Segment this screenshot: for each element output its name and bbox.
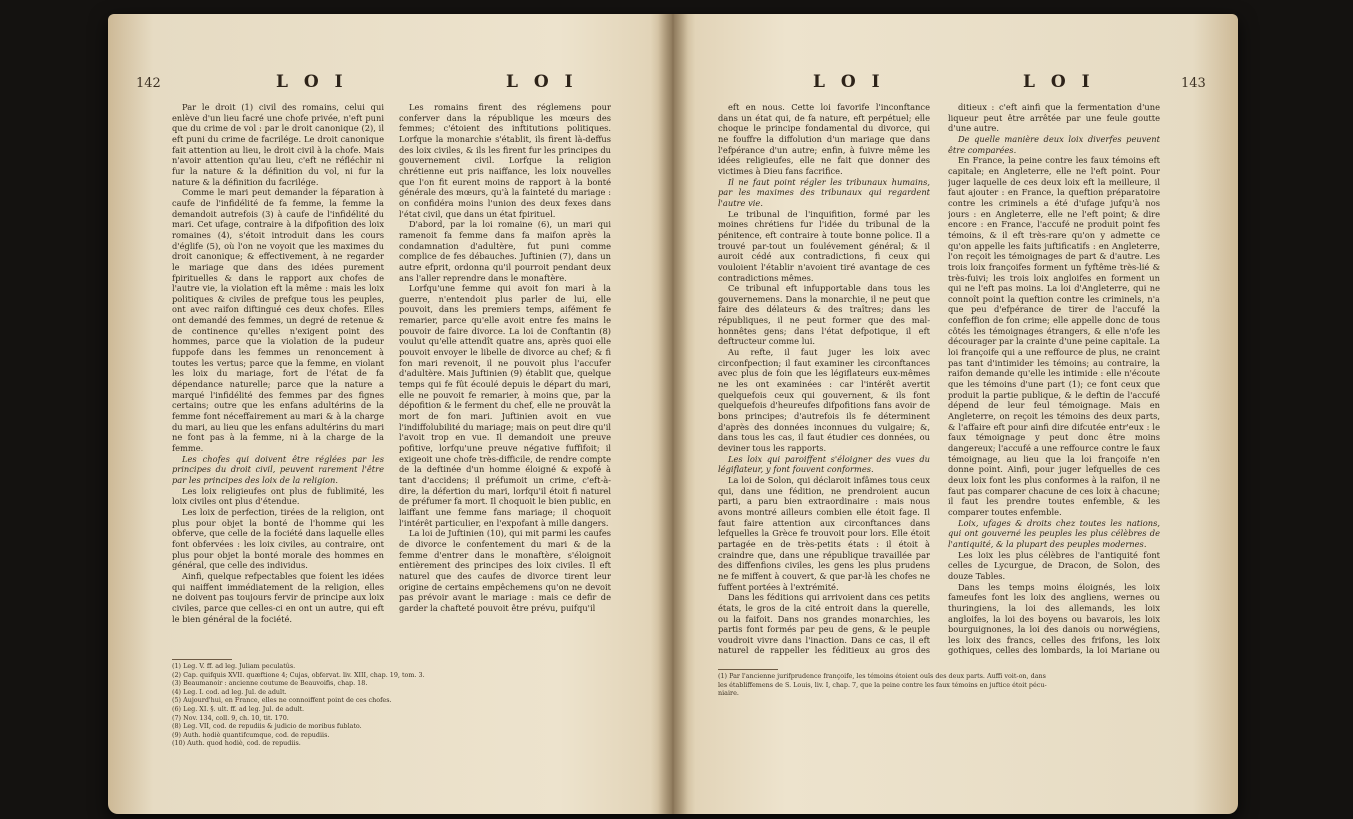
paragraph-italic: Les chofes qui doivent être réglées par les principes du droit civil, peuvent rarement l'être par les principes des loix de la religion. — [172, 453, 384, 485]
footnote: (5) Aujourd'hui, en France, elles ne connoiffent point de ces chofes. — [172, 696, 392, 705]
paragraph: eft en nous. Cette loi favorife l'inconftance dans un état qui, de fa nature, eft perpétuel; elle choque le principe fondamental du divorce, qui ne fouffre la diffolution d'un mariage que dans l'efpérance d'un autre; enfin, à fuivre même les idées religieufes, elle ne fait que donner des victimes à Dieu fans facrifice. — [718, 102, 930, 176]
right-page — [673, 14, 1238, 814]
paragraph: Les loix les plus célèbres de l'antiquité font celles de Lycurgue, de Dracon, de Solon, des douze Tables. — [948, 549, 1160, 581]
paragraph: La loi de Solon, qui déclaroit infâmes tous ceux qui, dans une fédition, ne prendroient aucun parti, a paru bien extraordinaire : mais nous avons montré ailleurs combien elle étoit fage. Il faut faire attention aux circonftances dans lefquelles la Grèce fe trouvoit pour lors. Elle étoit partagée en de très-petits états : il étoit à craindre que, dans une république travaillée par des diffenfions civiles, les gens les plus prudens ne fe miffent à couvert, & que par-là les chofes ne fuffent portées à l'extrémité. — [718, 474, 930, 592]
paragraph: Ce tribunal eft infupportable dans tous les gouvernemens. Dans la monarchie, il ne peut que faire des délateurs & des traîtres; dans les républiques, il ne peut former que des mal-honnêtes gens; dans l'état defpotique, il eft deftructeur comme lui. — [718, 283, 930, 347]
page-number-right: 143 — [1181, 76, 1206, 91]
paragraph-italic: Loix, ufages & droits chez toutes les nations, qui ont gouverné les peuples les plus célèbres de l'antiquité, & la plupart des peuples modernes. — [948, 517, 1160, 549]
paragraph: Comme le mari peut demander la féparation à caufe de l'infidélité de fa femme, la femme la demandoit autrefois (3) à caufe de l'infidélité du mari. Cet ufage, contraire à la difpofition des loix romaines (4), s'étoit introduit dans les cours d'églife (5), où l'on ne voyoit que les maximes du droit canonique; & effectivement, à ne regarder le mariage que dans des idées purement fpirituelles & dans le rapport aux chofes de l'autre vie, la violation eft la même : mais les loix politiques & civiles de prefque tous les peuples, ont avec raifon diftingué ces deux chofes. Elles ont demandé des femmes, un degré de retenue & de continence qu'elles n'exigent point des hommes, parce que la violation de la pudeur fuppofe dans les femmes un renoncement à toutes les vertus; parce que la femme, en violant les loix du mariage, fort de l'état de fa dépendance naturelle; parce que la nature a marqué l'infidélité des femmes par des fignes certains; outre que les enfans adultérins de la femme font néceffairement au mari & à la charge du mari, au lieu que les enfans adultérins du mari ne font pas à la femme, ni à la charge de la femme. — [172, 187, 384, 453]
right-page-column-2 — [948, 102, 1160, 657]
paragraph: Les loix de perfection, tirées de la religion, ont plus pour objet la bonté de l'homme qui les obferve, que celle de la fociété dans laquelle elles font obfervées : les loix civiles, au contraire, ont plus pour objet la bonté morale des hommes en général, que celle des individus. — [172, 506, 384, 571]
paragraph: Les romains firent des réglemens pour conferver dans la république les mœurs des femmes; c'étoient des inftitutions politiques. Lorfque la monarchie s'établit, ils firent là-deffus des loix civiles, & ils les firent fur les principes du gouvernement civil. Lorfque la religion chrétienne eut pris naiffance, les loix nouvelles que l'on fit eurent moins de rapport à la bonté générale des mœurs, qu'à la fainteté du mariage : on confidéra moins l'union des deux fexes dans l'état civil, que dans un état fpirituel. — [399, 102, 611, 219]
footnote: les établiffemens de S. Louis, liv. I, chap. 7, que la peine contre les faux témoins en juftice étoit pécu- — [718, 680, 1047, 689]
footnote: (6) Leg. XI. §. ult. ff. ad leg. Jul. de adult. — [172, 704, 305, 713]
running-head-left-2: L O I — [506, 72, 578, 92]
left-page-column-1 — [172, 102, 384, 647]
paragraph: D'abord, par la loi romaine (6), un mari qui ramenoit fa femme dans fa maifon après la condamnation d'adultère, fut puni comme complice de fes débauches. Juftinien (7), dans un autre efprit, ordonna qu'il pourroit pendant deux ans l'aller reprendre dans le monaftère. — [399, 219, 611, 283]
footnote-rule-left — [172, 659, 232, 660]
footnote: (8) Leg. VII, cod. de repudiis & judicio de moribus fublato. — [172, 722, 362, 731]
paragraph: En France, la peine contre les faux témoins eft capitale; en Angleterre, elle ne l'eft point. Pour juger laquelle de ces deux loix eft la meilleure, il faut ajouter : en France, la queftion préparatoire contre les criminels a été d'ufage jufqu'à nos jours : en Angleterre, elle ne l'eft point; & dire encore : en France, l'accufé ne produit point fes témoins, & il eft très-rare qu'on y admette ce qu'on appelle les faits juftificatifs : en Angleterre, l'on reçoit les témoignages de part & d'autre. Les trois loix françoifes forment un fyftême très-lié & très-fuivi; les trois loix angloifes en forment un qui ne l'eft pas moins. La loi d'Angleterre, qui ne connoît point la queftion contre les criminels, n'a que peu d'efpérance de tirer de l'accufé la confeffion de fon crime; elle appelle donc de tous côtés les témoignages étrangers, & elle n'ofe les décourager par la crainte d'une peine capitale. La loi françoife qui a une reffource de plus, ne craint pas tant d'intimider les témoins; au contraire, la raifon demande qu'elle les intimide : elle n'écoute que les témoins d'une part (1); ce font ceux que produit la partie publique, & le deftin de l'accufé dépend de leur feul témoignage. Mais en Angleterre, on reçoit les témoins des deux parts, & l'affaire eft pour ainfi dire difcutée entr'eux : le faux témoignage y peut donc être moins dangereux; l'accufé a une reffource contre le faux témoignage, au lieu que la loi françoife n'en donne point. Ainfi, pour juger lefquelles de ces deux loix font les plus conformes à la raifon, il ne faut pas comparer chacune de ces loix à chacune; il faut les prendre toutes enfemble, & les comparer toutes enfemble. — [948, 155, 1160, 517]
left-page — [108, 14, 673, 814]
paragraph: Dans les féditions qui arrivoient dans ces petits états, le gros de la cité entroit dans la querelle, ou la faifoit. Dans nos grandes monarchies, les partis font formés par peu de gens, & le peuple voudroit vivre dans l'inaction. Dans ce cas, il eft naturel de rappeller les féditieux au gros des — [718, 592, 930, 656]
running-head-right-2: L O I — [1023, 72, 1095, 92]
footnotes-left — [172, 662, 612, 752]
paragraph: Dans les temps moins éloignés, les loix fameufes font les loix des angliens, wernes ou thuringiens, la loi des allemands, les loix angloifes, la loi des boyens ou bavarois, les loix bourguignones, la loi des danois ou norwégiens, les loix des francs, celles des frifons, les loix gothiques, celles des lombards, la loi Mariane ou — [948, 581, 1160, 656]
paragraph-italic: Il ne faut point régler les tribunaux humains, par les maximes des tribunaux qui regardent l'autre vie. — [718, 176, 930, 208]
paragraph: Ainfi, quelque refpectables que foient les idées qui naiffent immédiatement de la religion, elles ne doivent pas toujours fervir de principe aux loix civiles, parce que celles-ci en ont un autre, qui eft le bien général de la fociété. — [172, 570, 384, 624]
paragraph: Les loix religieufes ont plus de fublimité, les loix civiles ont plus d'étendue. — [172, 485, 384, 507]
paragraph: Au refte, il faut juger les loix avec circonfpection; il faut examiner les circonftances avec plus de foin que les légiflateurs eux-mêmes ne les ont examinées : car l'intérêt avertit quelquefois ceux qui gouvernent, & ils font quelquefois d'heureufes difpofitions fans avoir de bons principes; d'autrefois ils fe déterminent d'après des données inconnues du vulgaire; &, dans tous les cas, il faut étudier ces données, ou deviner tous les rapports. — [718, 347, 930, 453]
footnote: (10) Auth. quod hodiè, cod. de repudiis. — [172, 739, 301, 748]
footnote-rule-right — [718, 669, 778, 670]
paragraph: Par le droit (1) civil des romains, celui qui enlève d'un lieu facré une chofe privée, n'eft puni que du crime de vol : par le droit canonique (2), il eft puni du crime de facrilége. Le droit canonique fait attention au lieu, le droit civil à la chofe. Mais n'avoir attention qu'au lieu, c'eft ne réfléchir ni fur la nature & la définition du vol, ni fur la nature & la définition du facrilége. — [172, 102, 384, 187]
footnote: (4) Leg. I. cod. ad leg. Jul. de adult. — [172, 687, 287, 696]
footnote: (1) Par l'ancienne jurifprudence françoife, les témoins étoient ouïs des deux parts. Auffi voit-on, dans — [718, 672, 1046, 680]
page-number-left: 142 — [136, 76, 161, 91]
open-book — [108, 14, 1238, 814]
paragraph-italic: Les loix qui paroiffent s'éloigner des vues du légiflateur, y font fouvent conformes. — [718, 453, 930, 475]
footnote: (2) Cap. quifquis XVII. quæftione 4; Cujas, obfervat. liv. XIII, chap. 19, tom. 3. — [172, 670, 425, 679]
paragraph: ditieux : c'eft ainfi que la fermentation d'une liqueur peut être arrêtée par une feule goutte d'une autre. — [948, 102, 1160, 134]
left-page-column-2 — [399, 102, 611, 647]
footnotes-right — [718, 672, 1163, 702]
paragraph: La loi de Juftinien (10), qui mit parmi les caufes de divorce le confentement du mari & de la femme d'entrer dans le monaftère, s'éloignoit entièrement des principes des loix civiles. Il eft naturel que des caufes de divorce tirent leur origine de certains empêchemens qu'on ne devoit pas prévoir avant le mariage : mais ce defir de garder la chafteté pouvoit être prévu, puifqu'il — [399, 528, 611, 613]
footnote: (3) Beaumanoir : ancienne coutume de Beauvoifis, chap. 18. — [172, 679, 368, 688]
paragraph: Le tribunal de l'inquifition, formé par les moines chrétiens fur l'idée du tribunal de la pénitence, eft contraire à toute bonne police. Il a trouvé par-tout un foulévement général; & il auroit cédé aux contradictions, fi ceux qui vouloient l'établir n'avoient tiré avantage de ces contradictions mêmes. — [718, 208, 930, 283]
footnote: niaire. — [718, 689, 739, 698]
running-head-left-1: L O I — [276, 72, 348, 92]
footnote: (7) Nov. 134, coll. 9, ch. 10, tit. 170. — [172, 713, 289, 722]
footnote: (1) Leg. V. ff. ad leg. Juliam peculatûs. — [172, 662, 296, 670]
footnote: (9) Auth. hodiè quantifcumque, cod. de repudiis. — [172, 730, 330, 739]
paragraph-italic: De quelle manière deux loix diverfes peuvent être comparées. — [948, 133, 1160, 155]
running-head-right-1: L O I — [813, 72, 885, 92]
paragraph: Lorfqu'une femme qui avoit fon mari à la guerre, n'entendoit plus parler de lui, elle pouvoit, dans les premiers temps, aifément fe remarier, parce qu'elle avoit entre fes mains le pouvoir de faire divorce. La loi de Conftantin (8) voulut qu'elle attendît quatre ans, après quoi elle pouvoit envoyer le libelle de divorce au chef; & fi fon mari revenoit, il ne pouvoit plus l'accufer d'adultère. Mais Juftinien (9) établit que, quelque temps qui fe fût écoulé depuis le départ du mari, elle ne pouvoit fe remarier, à moins que, par la dépofition & le ferment du chef, elle ne prouvât la mort de fon mari. Juftinien avoit en vue l'indiffolubilité du mariage; mais on peut dire qu'il l'avoit trop en vue. Il demandoit une preuve pofitive, lorfqu'une preuve négative fuffifoit; il exigeoit une chofe très-difficile, de rendre compte de la deftinée d'un homme éloigné & expofé à tant d'accidens; il préfumoit un crime, c'eft-à-dire, la défertion du mari, lorfqu'il étoit fi naturel de préfumer fa mort. Il choquoit le bien public, en laiffant une femme fans mariage; il choquoit l'intérêt particulier, en l'expofant à mille dangers. — [399, 283, 611, 528]
right-page-column-1 — [718, 102, 930, 657]
